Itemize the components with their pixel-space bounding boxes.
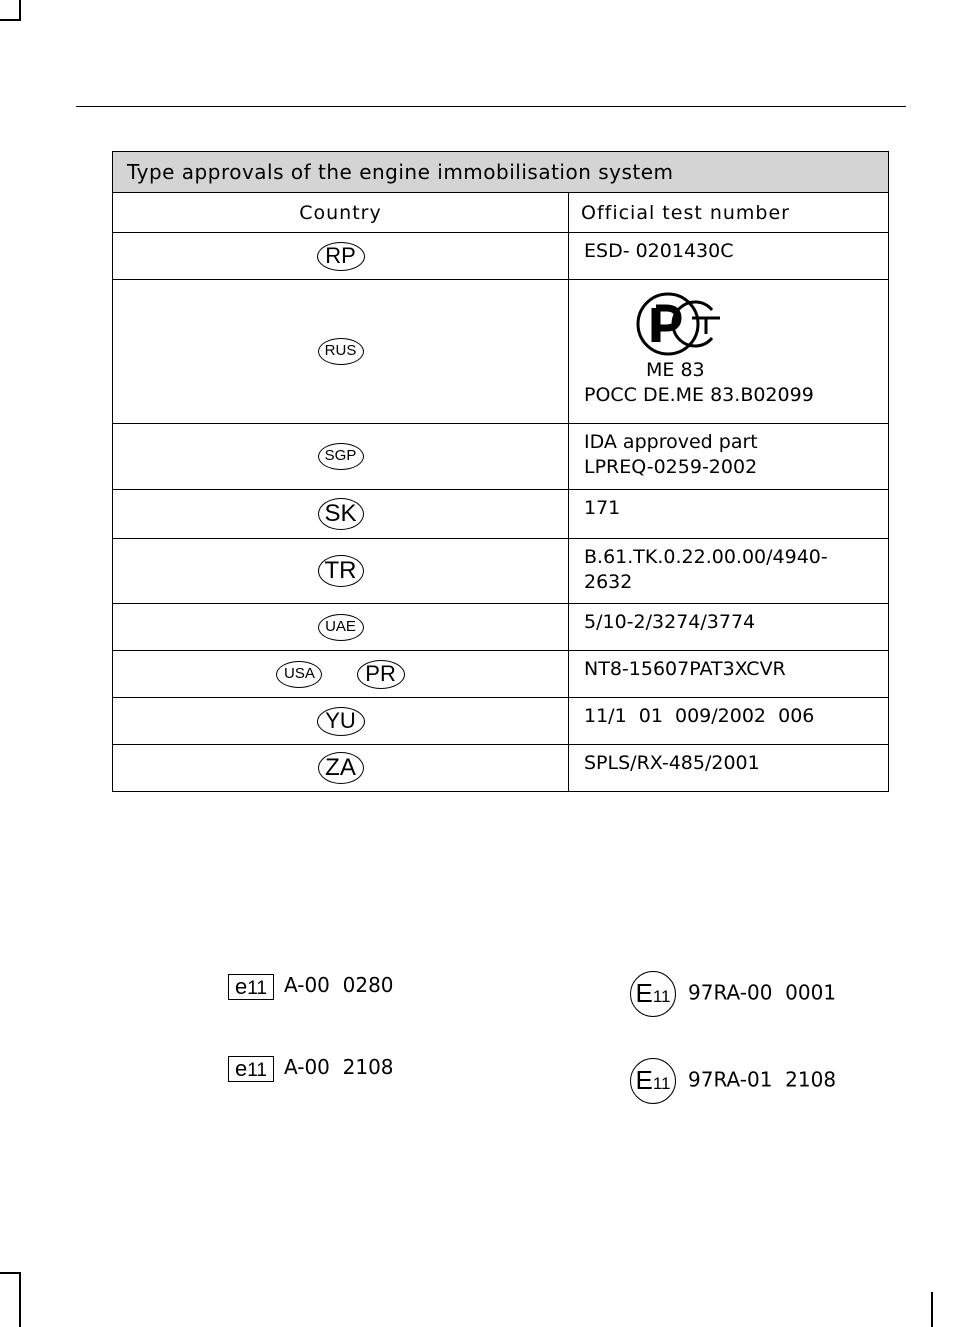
e11-box-symbol: e11 (228, 1056, 274, 1082)
table-row (113, 651, 889, 698)
test-number-line: IDA approved part (584, 431, 758, 453)
approval-number: 97RA-01 2108 (688, 1067, 837, 1092)
type-approvals-table (112, 151, 889, 792)
table-row (113, 424, 889, 490)
country-code-badge: SGP (318, 443, 364, 470)
test-number: ESD- 0201430C (584, 240, 734, 262)
table-row (113, 698, 889, 745)
gost-r-certification-logo-icon (628, 288, 724, 358)
header-rule (76, 106, 906, 107)
gost-certificate-mark: ME 83 (646, 359, 705, 381)
test-number: 5/10-2/3274/3774 (584, 611, 756, 633)
table-row (113, 233, 889, 280)
column-header-country: Country (113, 193, 569, 233)
approval-number: A-00 2108 (284, 1055, 394, 1079)
test-number: 11/1 01 009/2002 006 (584, 705, 815, 727)
crop-mark-bottom-left-v (19, 1272, 21, 1327)
country-code-badge: RUS (318, 338, 364, 365)
table-row (113, 604, 889, 651)
country-code-badge: PR (357, 660, 405, 689)
column-header-official-test-number: Official test number (569, 193, 889, 233)
country-code-badge: USA (276, 661, 322, 688)
table-title: Type approvals of the engine immobilisation system (113, 152, 889, 193)
crop-mark-bottom-right-v (931, 1292, 933, 1327)
country-code-badge: ZA (318, 752, 364, 784)
E11-approval-mark (630, 1058, 836, 1104)
test-number: 171 (584, 497, 621, 519)
E11-approval-mark (630, 971, 836, 1017)
approval-number: 97RA-00 0001 (688, 980, 837, 1005)
table-row (113, 539, 889, 604)
test-number-line: LPREQ-0259-2002 (584, 456, 758, 478)
country-code-badge: RP (317, 242, 365, 271)
table-row (113, 280, 889, 424)
test-number-line: 2632 (584, 571, 633, 593)
test-number: NT8-15607PAT3XCVR (584, 658, 786, 680)
approval-number: A-00 0280 (284, 973, 394, 997)
country-code-badge: UAE (318, 614, 364, 641)
test-number-line: B.61.TK.0.22.00.00/4940- (584, 546, 828, 568)
E11-circle-symbol: E11 (630, 1058, 676, 1104)
country-code-badge: TR (318, 555, 364, 587)
table-row (113, 490, 889, 539)
country-code-badge: SK (318, 498, 364, 530)
e11-approval-mark (228, 973, 394, 1000)
e11-approval-mark (228, 1055, 394, 1082)
test-number: POCC DE.ME 83.B02099 (584, 384, 814, 406)
crop-mark-bottom-left-h (0, 1272, 21, 1274)
table-row (113, 745, 889, 792)
country-code-badge: YU (317, 707, 365, 736)
e11-box-symbol: e11 (228, 974, 274, 1000)
test-number: SPLS/RX-485/2001 (584, 752, 760, 774)
crop-mark-top-left-h (0, 19, 21, 21)
crop-mark-top-left-v (19, 0, 21, 20)
E11-circle-symbol: E11 (630, 971, 676, 1017)
